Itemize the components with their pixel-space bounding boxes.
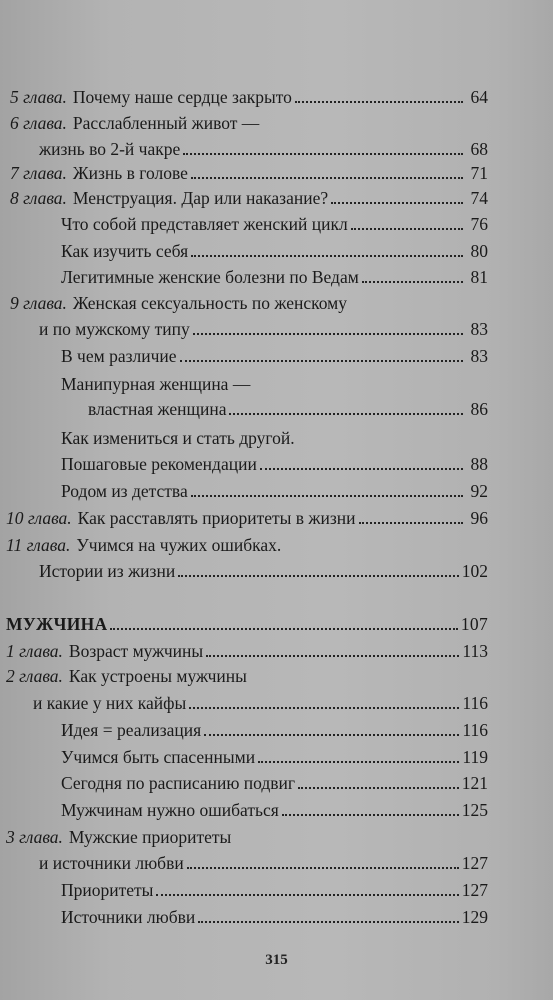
page-number: 81 [470,267,488,287]
entry-title: В чем различие [61,346,177,366]
entry-title: Приоритеты [61,880,154,900]
chapter-label: 2 глава. [6,666,63,686]
page-number: 121 [461,773,488,793]
entry-title: Женская сексуальность по женскому [72,293,347,313]
page-folio: 315 [265,952,288,968]
chapter-label: 5 глава. [10,87,67,107]
page-number: 83 [470,319,488,339]
toc-entry-continuation [39,318,488,340]
entry-title: Жизнь в голове [72,163,188,183]
entry-title: властная женщина [88,399,227,419]
entry-title: и какие у них кайфы [33,693,187,713]
entry-title: и источники любви [39,853,184,873]
page-number: 107 [460,614,488,634]
page-number: 127 [461,880,488,900]
chapter-label: 9 глава. [10,293,67,313]
toc-subentry [61,213,488,235]
entry-title: Учимся быть спасенными [61,747,256,767]
dot-leader [193,319,463,335]
section-title: МУЖЧИНА [6,614,108,634]
entry-title: Как измениться и стать другой. [61,428,295,448]
dot-leader [191,241,463,257]
entry-title: Как расставлять приоритеты в жизни [77,508,356,528]
entry-title: и по мужскому типу [39,319,190,339]
page-number: 127 [461,853,488,873]
entry-title: Почему наше сердце закрыто [72,87,292,107]
entry-title: Истории из жизни [39,561,176,581]
dot-leader [189,693,459,709]
dot-leader [282,800,459,816]
dot-leader [198,907,459,923]
toc-entry [6,826,488,848]
entry-title: Расслабленный живот — [72,113,260,133]
toc-subentry [61,427,488,449]
page-number: 76 [470,214,488,234]
page-number: 80 [470,241,488,261]
entry-title: Что собой представляет женский цикл [61,214,348,234]
entry-title: Источники любви [61,907,196,927]
entry-title: Мужчинам нужно ошибаться [61,800,279,820]
toc-section [6,613,488,635]
chapter-label: 3 глава. [6,827,63,847]
entry-title: Легитимные женские болезни по Ведам [61,267,359,287]
dot-leader [156,880,458,896]
toc-entry [10,187,488,209]
toc-entry [10,112,488,134]
toc-entry-continuation [39,138,488,160]
toc-subentry-continuation [61,453,488,475]
dot-leader [298,773,459,789]
chapter-label: 6 глава. [10,113,67,133]
toc-subentry [61,373,488,395]
page-number: 119 [462,747,488,767]
toc-entry [6,665,488,687]
chapter-label: 1 глава. [6,641,63,661]
dot-leader [229,399,463,415]
toc-subentry [61,879,488,901]
dot-leader [187,853,459,869]
toc-entry [6,507,488,529]
page-number: 74 [470,188,488,208]
entry-title: Возраст мужчины [68,641,204,661]
dot-leader [110,614,457,630]
toc-subentry-continuation [88,398,488,420]
toc-entry [6,640,488,662]
entry-title: Как устроены мужчины [68,666,247,686]
entry-title: Манипурная женщина — [61,374,251,394]
toc-entry-continuation [39,852,488,874]
dot-leader [295,87,463,103]
dot-leader [191,163,463,179]
toc-entry-continuation [33,692,488,714]
toc-subentry [61,906,488,928]
toc-subentry [61,266,488,288]
toc-subentry [61,799,488,821]
dot-leader [180,346,463,362]
chapter-label: 8 глава. [10,188,67,208]
page-number: 68 [470,139,488,159]
dot-leader [183,139,463,155]
toc-entry [10,86,488,108]
toc-entry-continuation [39,560,488,582]
toc-subentry [61,480,488,502]
page-number: 71 [470,163,488,183]
dot-leader [204,720,459,736]
page-number: 116 [462,720,488,740]
page-number: 83 [470,346,488,366]
dot-leader [206,641,459,657]
page-number: 92 [470,481,488,501]
toc-entry [6,534,488,556]
entry-title: Как изучить себя [61,241,189,261]
entry-title: жизнь во 2-й чакре [39,139,181,159]
entry-title: Менструация. Дар или наказание? [72,188,329,208]
chapter-label: 7 глава. [10,163,67,183]
toc-subentry [61,772,488,794]
page-number: 113 [462,641,488,661]
page-number: 88 [470,454,488,474]
entry-title: Учимся на чужих ошибках. [76,535,282,555]
dot-leader [351,214,463,230]
toc-subentry [61,719,488,741]
entry-title: Пошаговые рекомендации [61,454,257,474]
page-number: 64 [470,87,488,107]
page-number: 102 [461,561,488,581]
dot-leader [191,481,463,497]
chapter-label: 10 глава. [6,508,72,528]
toc-subentry [61,345,488,367]
page-number: 96 [470,508,488,528]
dot-leader [258,747,459,763]
page-number: 116 [462,693,488,713]
page-number: 125 [461,800,488,820]
dot-leader [359,508,463,524]
entry-title: Идея = реализация [61,720,202,740]
toc-entry [10,162,488,184]
toc-subentry [61,746,488,768]
toc-entry [10,292,488,314]
toc-subentry [61,240,488,262]
entry-title: Родом из детства [61,481,188,501]
chapter-label: 11 глава. [6,535,71,555]
dot-leader [178,561,459,577]
entry-title: Сегодня по расписанию подвиг [61,773,296,793]
page-number: 86 [470,399,488,419]
dot-leader [362,267,463,283]
dot-leader [331,188,463,204]
entry-title: Мужские приоритеты [68,827,232,847]
page-number: 129 [461,907,488,927]
dot-leader [260,454,463,470]
